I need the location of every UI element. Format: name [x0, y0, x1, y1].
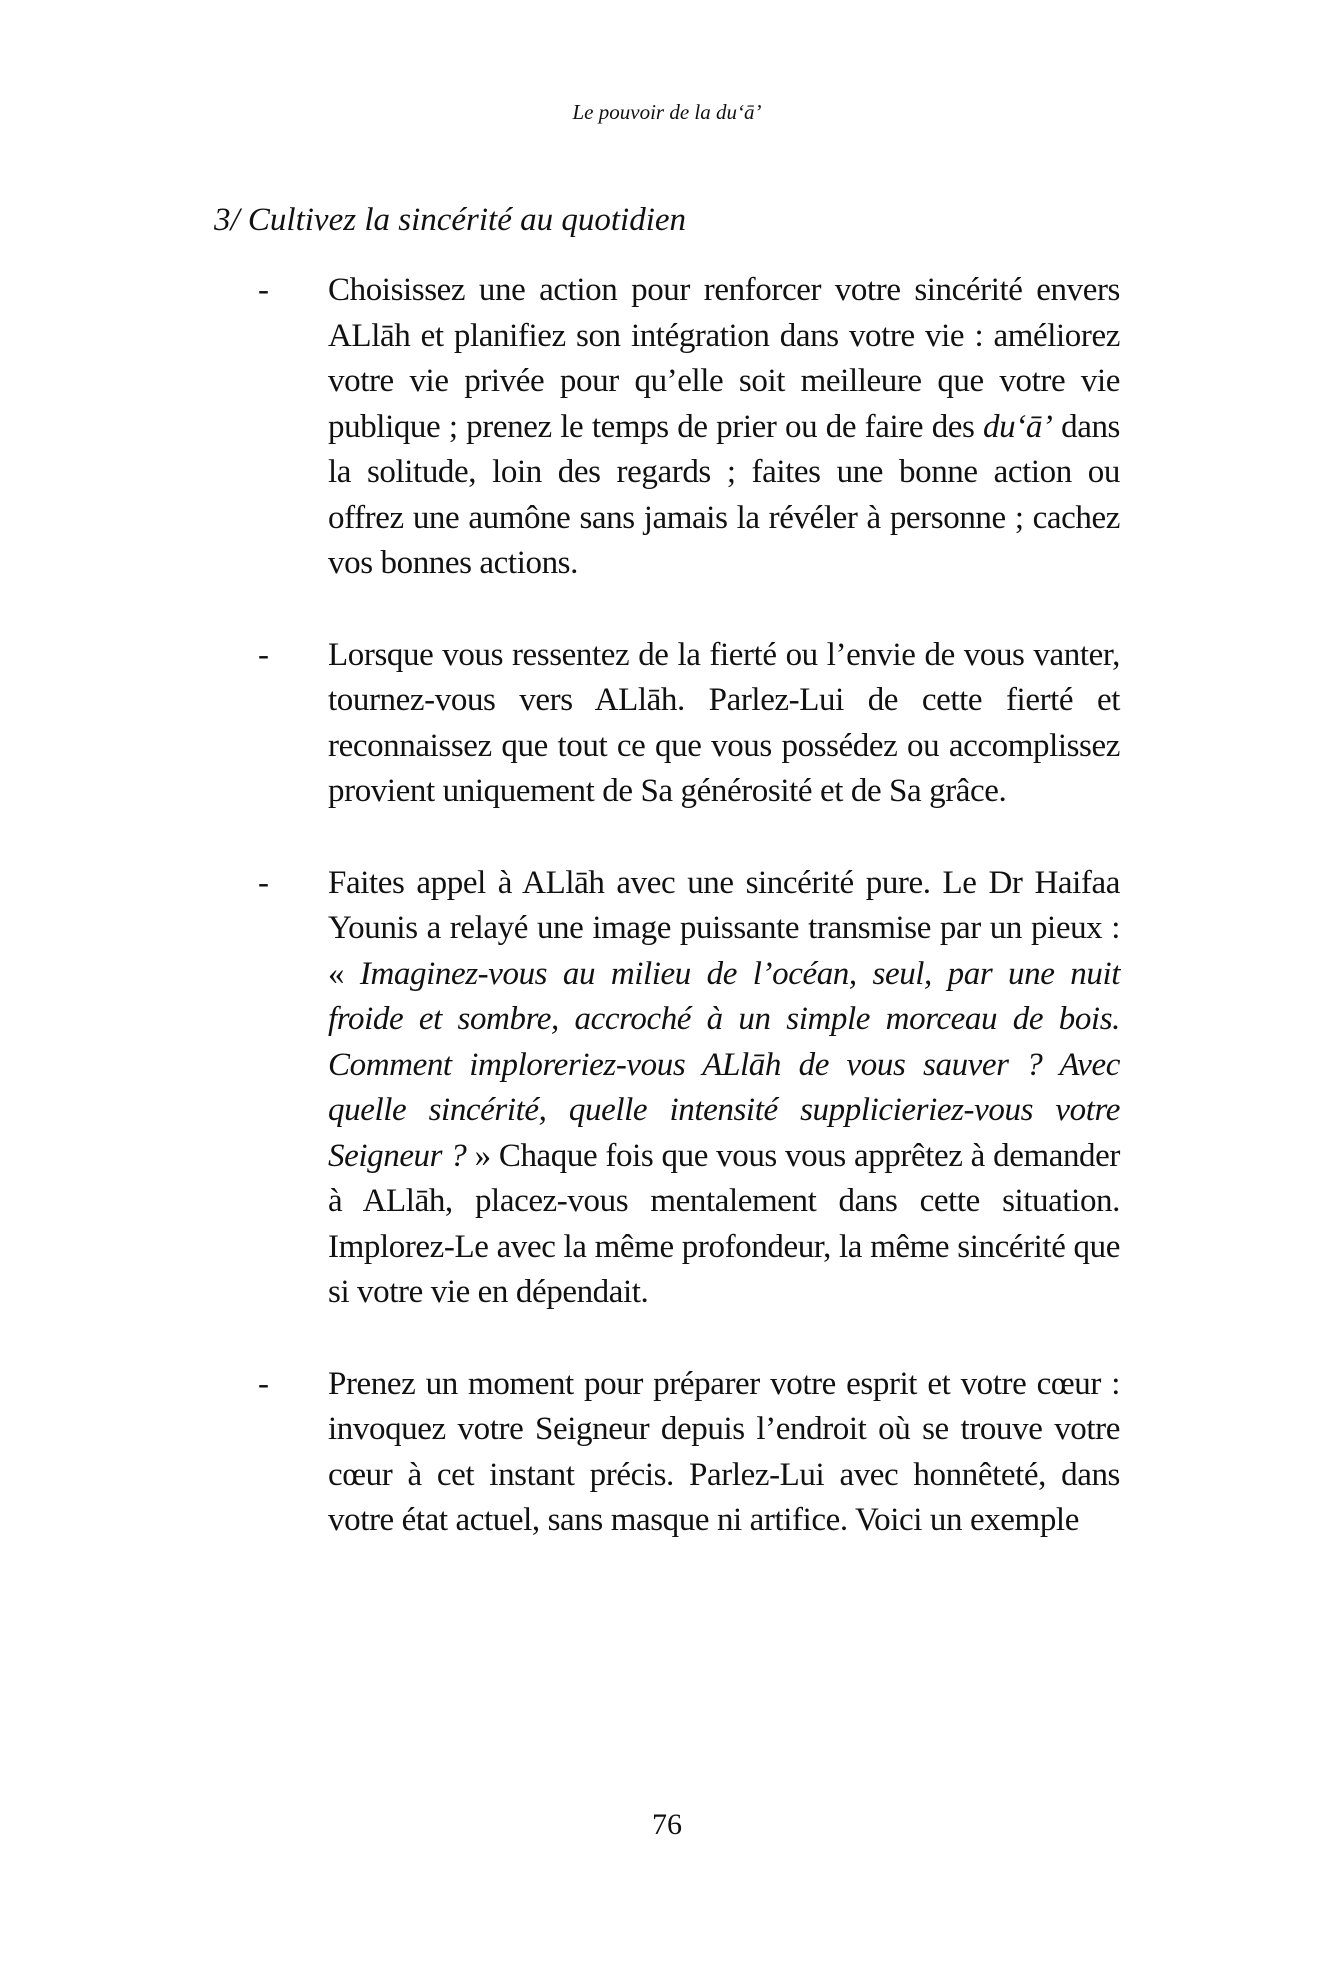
list-item — [258, 861, 1120, 1316]
item-text: » Chaque fois que vous vous apprêtez à demander à ALlāh, placez-vous mentalement dans cette situation. Implorez-Le avec la même profondeur, la même sincérité que si votre vie en dépendait. — [328, 1137, 1120, 1310]
dash-bullet: - — [258, 1365, 269, 1402]
list-item — [258, 1362, 1120, 1544]
running-header: Le pouvoir de la du‘ā’ — [572, 100, 762, 124]
item-text: Choisissez une action pour renforcer votre sincérité envers ALlāh et planifiez son intégration dans votre vie : améliorez votre vie privée pour qu’elle soit meilleure que votre vie publique ; prenez le temps de prier ou de faire des — [328, 272, 1120, 445]
item-italic-term: du‘ā’ — [983, 408, 1053, 445]
page-number: 76 — [652, 1808, 682, 1841]
list-item — [258, 268, 1120, 587]
list-item — [258, 633, 1120, 815]
item-italic-quote: Imaginez-vous au milieu de l’océan, seul, par une nuit froide et sombre, accroché à un simple morceau de bois. Comment imploreriez-vous ALlāh de vous sauver ? Avec quelle sincérité, quelle intensité supplicieriez-vous votre Seigneur ? — [328, 955, 1120, 1174]
item-text: dans la solitude, loin des regards ; faites une bonne action ou offrez une aumône sans jamais la révéler à personne ; cachez vos bonnes actions. — [328, 408, 1120, 581]
item-text: Prenez un moment pour préparer votre esprit et votre cœur : invoquez votre Seigneur depuis l’endroit où se trouve votre cœur à cet instant précis. Parlez-Lui avec honnêteté, dans votre état actuel, sans masque ni artifice. Voici un exemple — [328, 1365, 1120, 1538]
item-text: Faites appel à ALlāh avec une sincérité pure. Le Dr Haifaa Younis a relayé une image puissante transmise par un pieux : « — [328, 864, 1120, 992]
dash-bullet: - — [258, 636, 269, 673]
item-text: Lorsque vous ressentez de la fierté ou l’envie de vous vanter, tournez-vous vers ALlāh. Parlez-Lui de cette fierté et reconnaissez que tout ce que vous possédez ou accomplissez provient uniquement de Sa générosité et de Sa grâce. — [328, 636, 1120, 809]
section-heading: 3/ Cultivez la sincérité au quotidien — [214, 202, 687, 238]
bullet-list — [258, 268, 1120, 1590]
dash-bullet: - — [258, 272, 269, 308]
dash-bullet: - — [258, 864, 269, 901]
